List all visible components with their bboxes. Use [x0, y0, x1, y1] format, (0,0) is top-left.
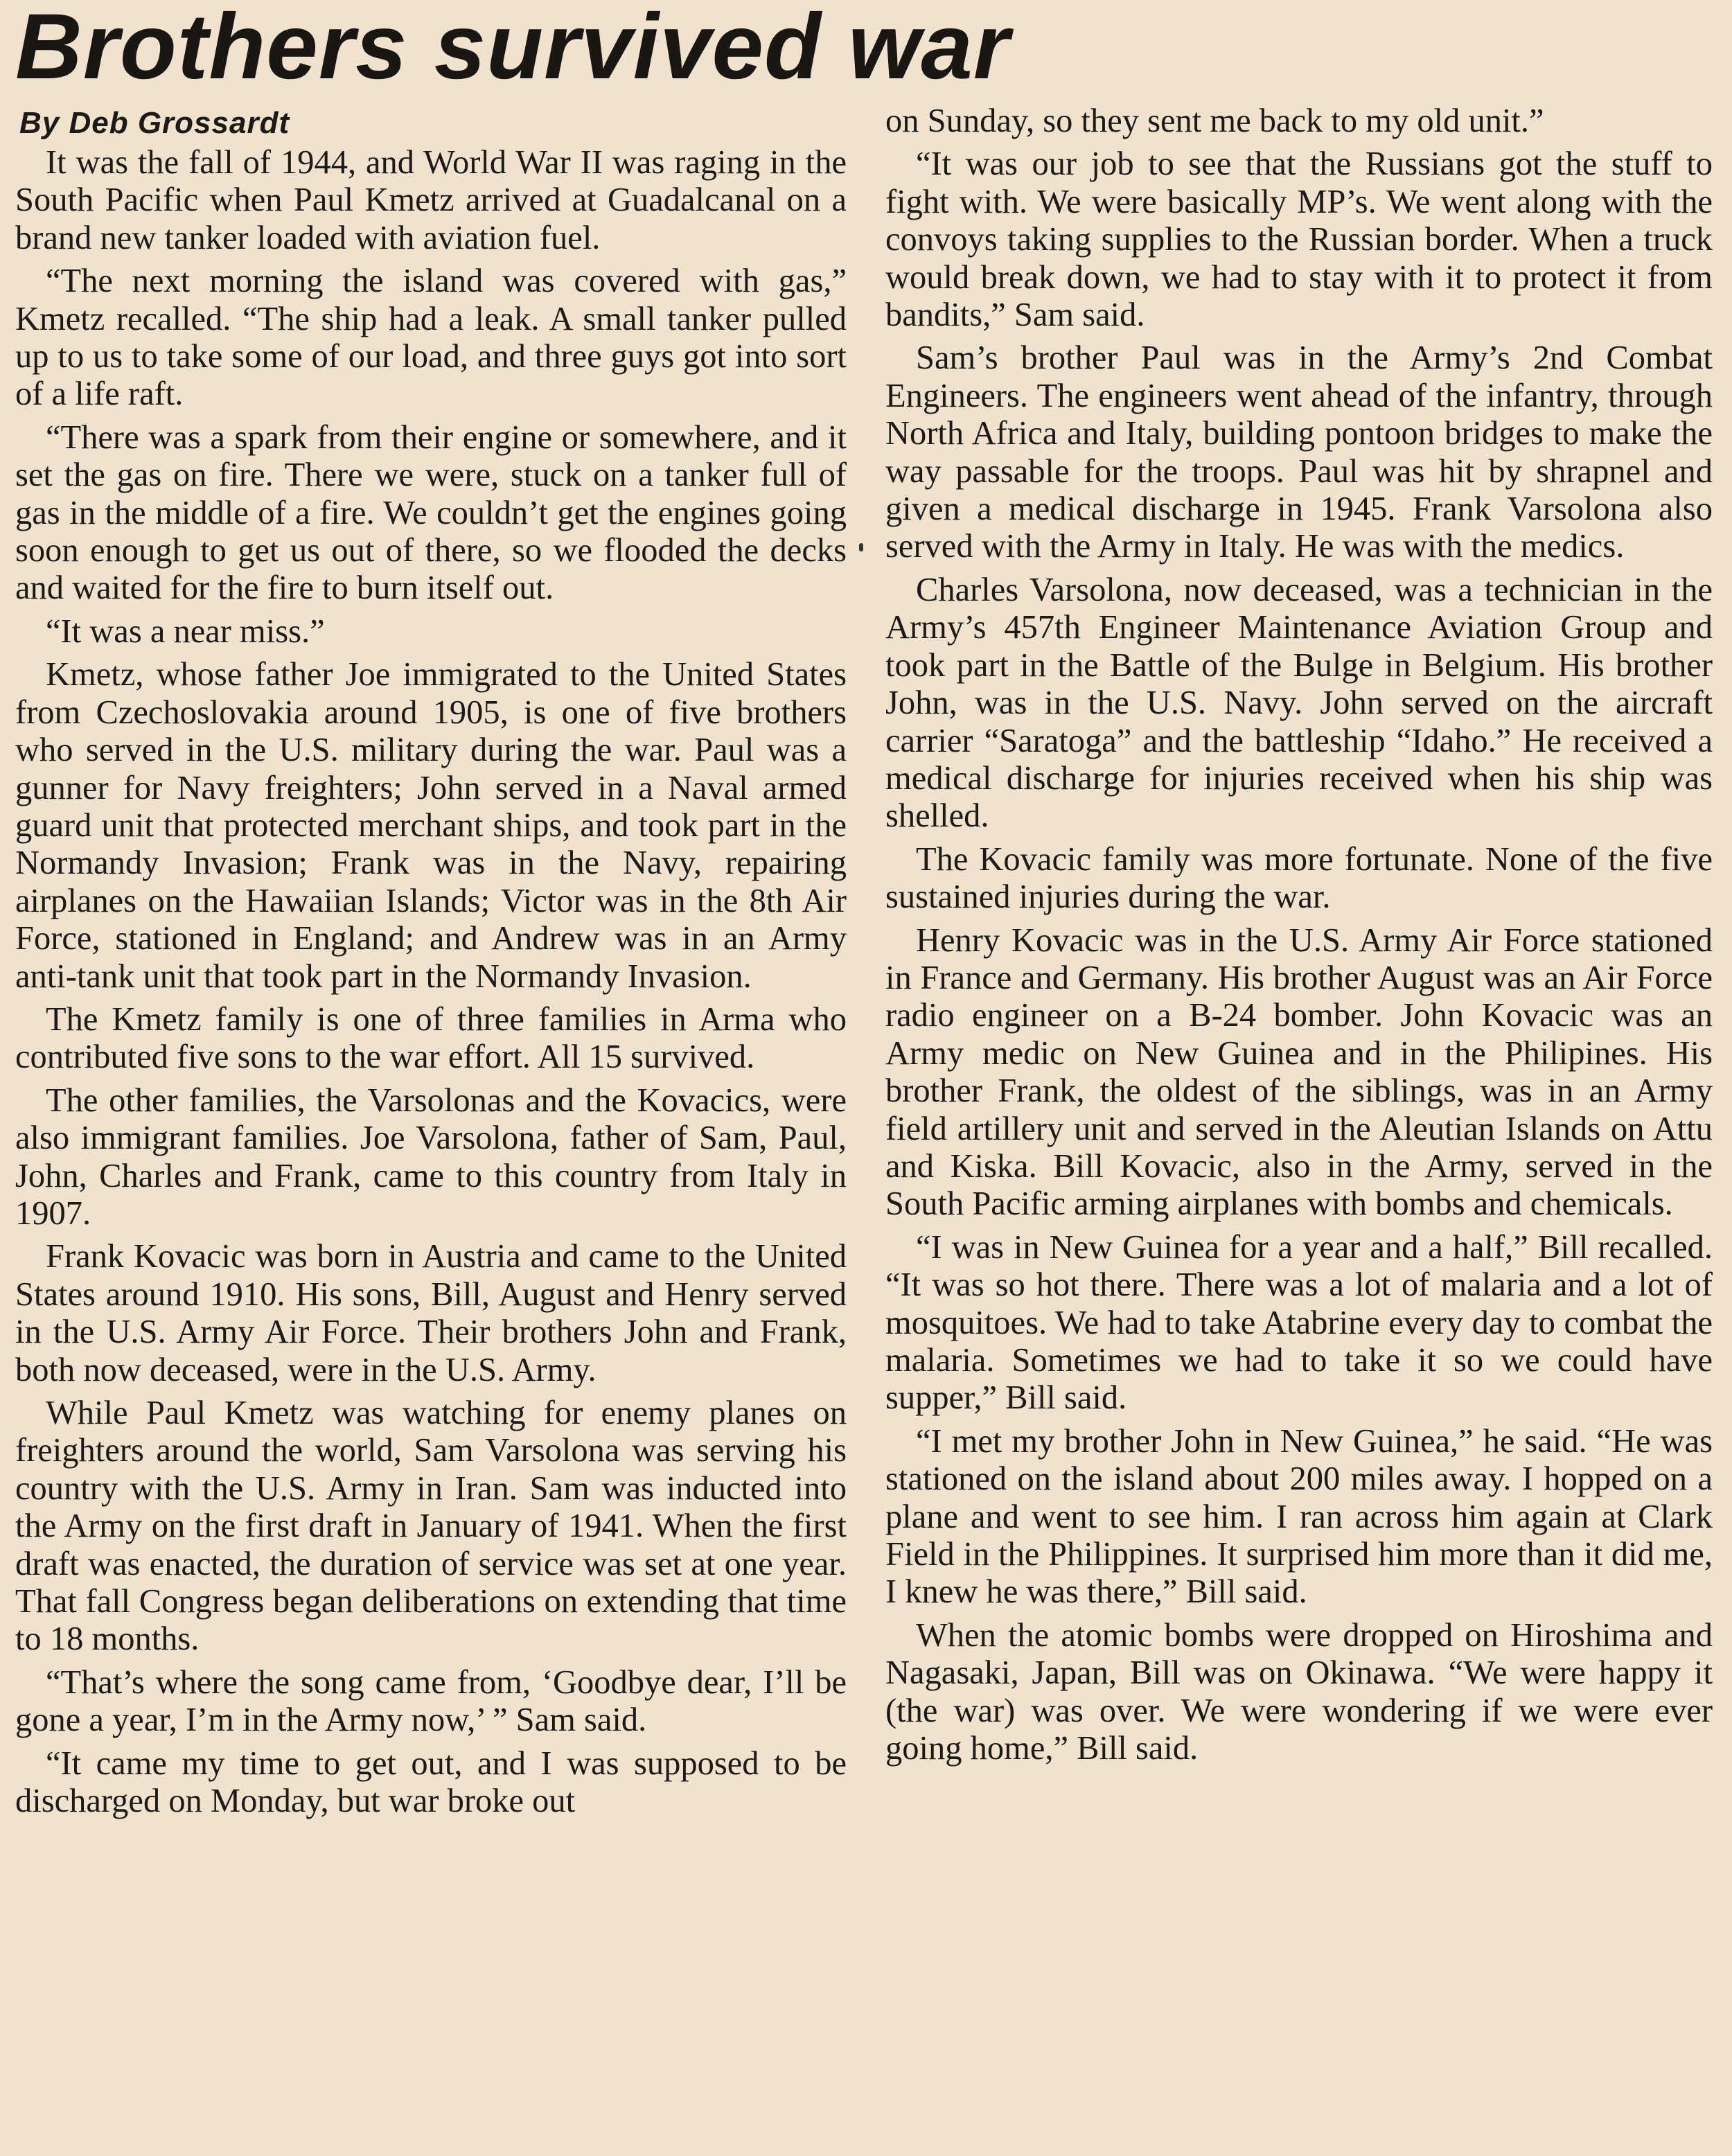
- byline: By Deb Grossardt: [19, 106, 290, 140]
- paragraph: “That’s where the song came from, ‘Goodbye dear, I’ll be gone a year, I’m in the Army now,’ ” Sam said.: [15, 1663, 847, 1739]
- paragraph: It was the fall of 1944, and World War II was raging in the South Pacific when Paul Kmetz arrived at Guadalcanal on a brand new tanker loaded with aviation fuel.: [15, 144, 847, 256]
- paragraph: Charles Varsolona, now deceased, was a technician in the Army’s 457th Engineer Maintenance Aviation Group and took part in the Battle of the Bulge in Belgium. His brother John, was in the U.S. Navy. John served on the aircraft carrier “Saratoga” and the battleship “Idaho.” He received a medical discharge for injuries received when his ship was shelled.: [885, 571, 1713, 835]
- paragraph: Henry Kovacic was in the U.S. Army Air Force stationed in France and Germany. His brother August was an Air Force radio engineer on a B-24 bomber. John Kovacic was an Army medic on New Guinea and in the Philipines. His brother Frank, the oldest of the siblings, was in an Army field artillery unit and served in the Aleutian Islands on Attu and Kiska. Bill Kovacic, also in the Army, served in the South Pacific arming airplanes with bombs and chemicals.: [885, 921, 1713, 1223]
- headline: Brothers survived war: [15, 0, 1010, 98]
- ink-speck: [859, 543, 863, 551]
- left-column: [15, 104, 847, 1826]
- paragraph: “It was our job to see that the Russians got the stuff to fight with. We were basically MP’s. We went along with the convoys taking supplies to the Russian border. When a truck would break down, we had to stay with it to protect it from bandits,” Sam said.: [885, 145, 1713, 334]
- paragraph: When the atomic bombs were dropped on Hiroshima and Nagasaki, Japan, Bill was on Okinawa. “We were happy it (the war) was over. We were wondering if we were ever going home,” Bill said.: [885, 1616, 1713, 1767]
- paragraph: The other families, the Varsolonas and the Kovacics, were also immigrant families. Joe Varsolona, father of Sam, Paul, John, Charles and Frank, came to this country from Italy in 1907.: [15, 1081, 847, 1232]
- paragraph: “I met my brother John in New Guinea,” he said. “He was stationed on the island about 200 miles away. I hopped on a plane and went to see him. I ran across him again at Clark Field in the Philippines. It surprised him more than it did me, I knew he was there,” Bill said.: [885, 1422, 1713, 1611]
- paragraph: “I was in New Guinea for a year and a half,” Bill recalled. “It was so hot there. There was a lot of malaria and a lot of mosquitoes. We had to take Atabrine every day to combat the malaria. Sometimes we had to take it so we could have supper,” Bill said.: [885, 1228, 1713, 1417]
- right-column: [885, 103, 1713, 1773]
- paragraph: “It came my time to get out, and I was supposed to be discharged on Monday, but war broke out: [15, 1744, 847, 1820]
- paragraph: The Kovacic family was more fortunate. None of the five sustained injuries during the war.: [885, 840, 1713, 916]
- paragraph: Kmetz, whose father Joe immigrated to the United States from Czechoslovakia around 1905, is one of five brothers who served in the U.S. military during the war. Paul was a gunner for Navy freighters; John served in a Naval armed guard unit that protected merchant ships, and took part in the Normandy Invasion; Frank was in the Navy, repairing airplanes on the Hawaiian Islands; Victor was in the 8th Air Force, stationed in England; and Andrew was in an Army anti-tank unit that took part in the Normandy Invasion.: [15, 656, 847, 995]
- paragraph: “It was a near miss.”: [46, 612, 325, 650]
- paragraph: Sam’s brother Paul was in the Army’s 2nd Combat Engineers. The engineers went ahead of the infantry, through North Africa and Italy, building pontoon bridges to make the way passable for the troops. Paul was hit by shrapnel and given a medical discharge in 1945. Frank Varsolona also served with the Army in Italy. He was with the medics.: [885, 339, 1713, 565]
- paragraph: Frank Kovacic was born in Austria and came to the United States around 1910. His sons, Bill, August and Henry served in the U.S. Army Air Force. Their brothers John and Frank, both now deceased, were in the U.S. Army.: [15, 1238, 847, 1388]
- paragraph: While Paul Kmetz was watching for enemy planes on freighters around the world, Sam Varsolona was serving his country with the U.S. Army in Iran. Sam was inducted into the Army on the first draft in January of 1941. When the first draft was enacted, the duration of service was set at one year. That fall Congress began deliberations on extending that time to 18 months.: [15, 1395, 847, 1658]
- paragraph: “The next morning the island was covered with gas,” Kmetz recalled. “The ship had a leak. A small tanker pulled up to us to take some of our load, and three guys got into sort of a life raft.: [15, 263, 847, 413]
- paragraph: “There was a spark from their engine or somewhere, and it set the gas on fire. There we were, stuck on a tanker full of gas in the middle of a fire. We couldn’t get the engines going soon enough to get us out of there, so we flooded the decks and waited for the fire to burn itself out.: [15, 418, 847, 607]
- paragraph-continued: on Sunday, so they sent me back to my old unit.”: [885, 103, 1544, 139]
- paragraph: The Kmetz family is one of three families in Arma who contributed five sons to the war effort. All 15 survived.: [15, 1000, 847, 1076]
